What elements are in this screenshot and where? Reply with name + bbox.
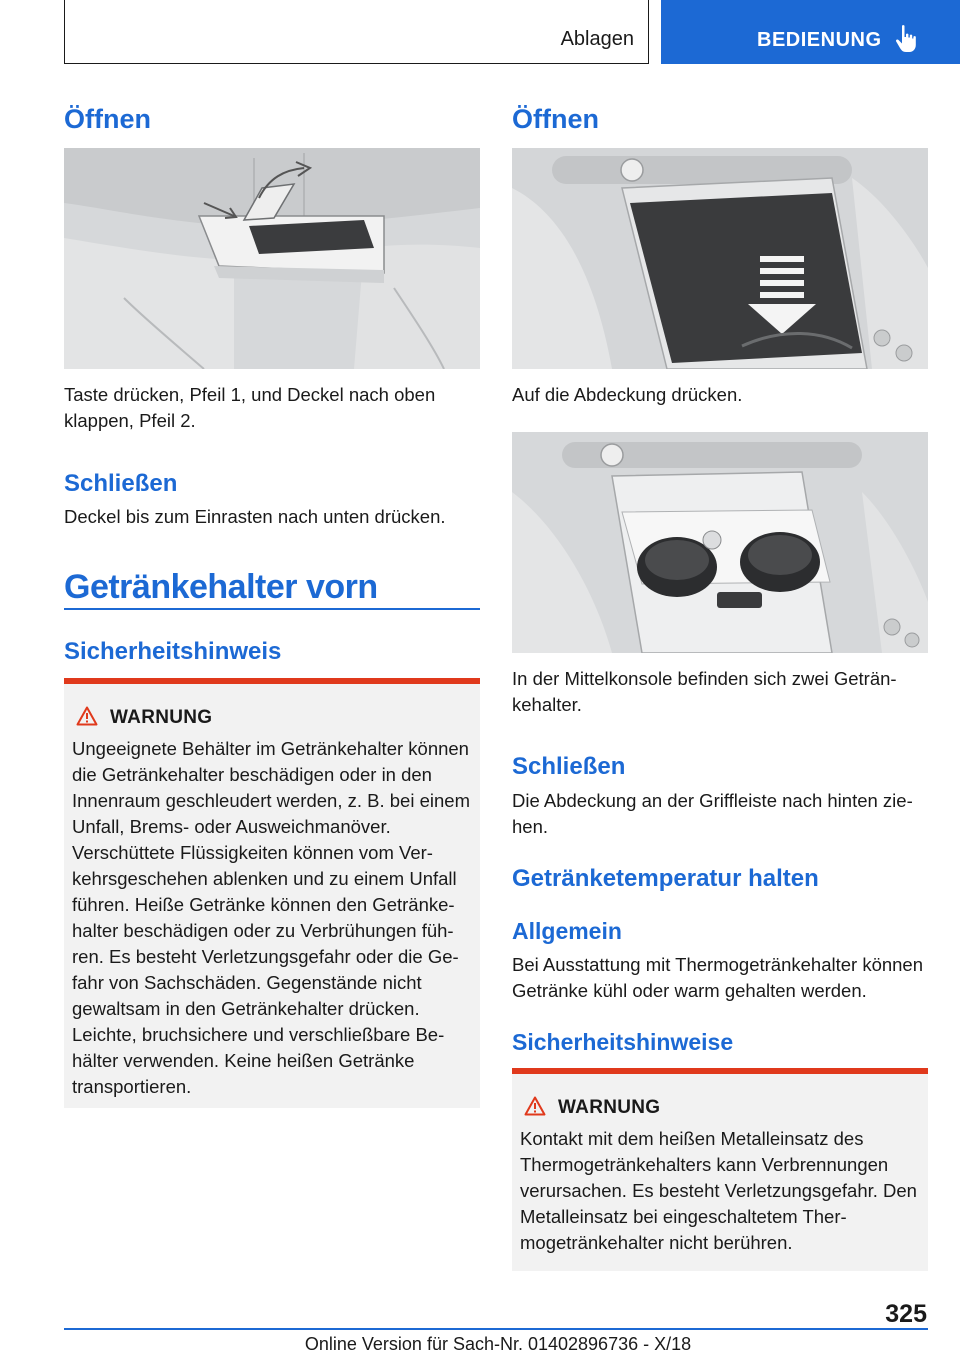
warning-bar: [64, 678, 480, 684]
heading-open-left: Öffnen: [64, 104, 151, 134]
figure-cover-press: [512, 148, 928, 369]
paragraph-open-right: Auf die Abdeckung drücken.: [512, 384, 743, 405]
figure-cupholders: [512, 432, 928, 653]
header-section-box: [64, 0, 649, 64]
warning-box-left: [64, 678, 480, 1108]
cupholders-illustration: [512, 432, 928, 653]
paragraph-general: Bei Ausstattung mit Thermogetränkehalter können Getränke kühl oder warm gehalten werden.: [512, 954, 924, 1001]
heading-temperature: Getränketemperatur halten: [512, 865, 819, 892]
figure-armrest-open: [64, 148, 480, 369]
warning-title: WARNUNG: [110, 707, 213, 728]
warning-bar: [512, 1068, 928, 1074]
footer-rule: [64, 1328, 928, 1330]
warning-text: Ungeeignete Behälter im Getränkehalter können die Getränkehalter beschädigen oder in den Innenraum geschleudert werden, z. B. bei einem Unfall, Brems- oder Ausweichmanöver. Verschüttete Flüssigkeiten können vom Verkehrsgeschehen ablenken und zu einem Unfall führen. Heiße Getränke können den Getränkehalter beschädigen oder zu Verbrühungen führen. Es besteht Verletzungsgefahr oder die Gefahr von Sachschäden. Gegenstände nicht gewaltsam in den Getränkehalter drücken. Leichte, bruchsichere und verschließbare Behälter verwenden. Keine heißen Getränke transportieren.: [72, 738, 470, 1097]
page-number: 325: [885, 1300, 927, 1328]
heading-close-left: Schließen: [64, 470, 178, 497]
paragraph-close-left: Deckel bis zum Einrasten nach unten drücken.: [64, 506, 446, 527]
paragraph-open-left: Taste drücken, Pfeil 1, und Deckel nach oben klappen, Pfeil 2.: [64, 384, 436, 431]
heading-close-right: Schließen: [512, 753, 626, 780]
warning-triangle-icon: [524, 1096, 546, 1116]
warning-box-right: [512, 1068, 928, 1271]
warning-title: WARNUNG: [558, 1097, 661, 1118]
heading-safety-left: Sicherheitshinweis: [64, 638, 282, 665]
paragraph-close-right: Die Abdeckung an der Griffleiste nach hinten ziehen.: [512, 790, 913, 837]
paragraph-cupholders: In der Mittelkonsole befinden sich zwei Getränkehalter.: [512, 668, 897, 715]
header-chapter-tab: [661, 0, 960, 64]
section-rule: [64, 608, 480, 610]
heading-open-right: Öffnen: [512, 104, 599, 134]
cover-illustration: [512, 148, 928, 369]
heading-general: Allgemein: [512, 918, 622, 944]
footer-online-version: Online Version für Sach-Nr. 01402896736 - X/18: [304, 1334, 692, 1354]
header-chapter-title: BEDIENUNG: [757, 29, 882, 51]
warning-triangle-icon: [76, 706, 98, 726]
heading-cupholder-front: Getränkehalter vorn: [64, 568, 378, 606]
hand-pointer-icon: [894, 24, 918, 54]
armrest-illustration: [64, 148, 480, 369]
warning-text: Kontakt mit dem heißen Metalleinsatz des Thermogetränkehalters kann Verbrennungen verursachen. Es besteht Verletzungsgefahr. Den Metalleinsatz bei eingeschaltetem Thermogetränkehalter nicht berühren.: [520, 1128, 917, 1253]
header-section-title: Ablagen: [560, 28, 634, 50]
heading-safety-right: Sicherheitshinweise: [512, 1029, 734, 1055]
